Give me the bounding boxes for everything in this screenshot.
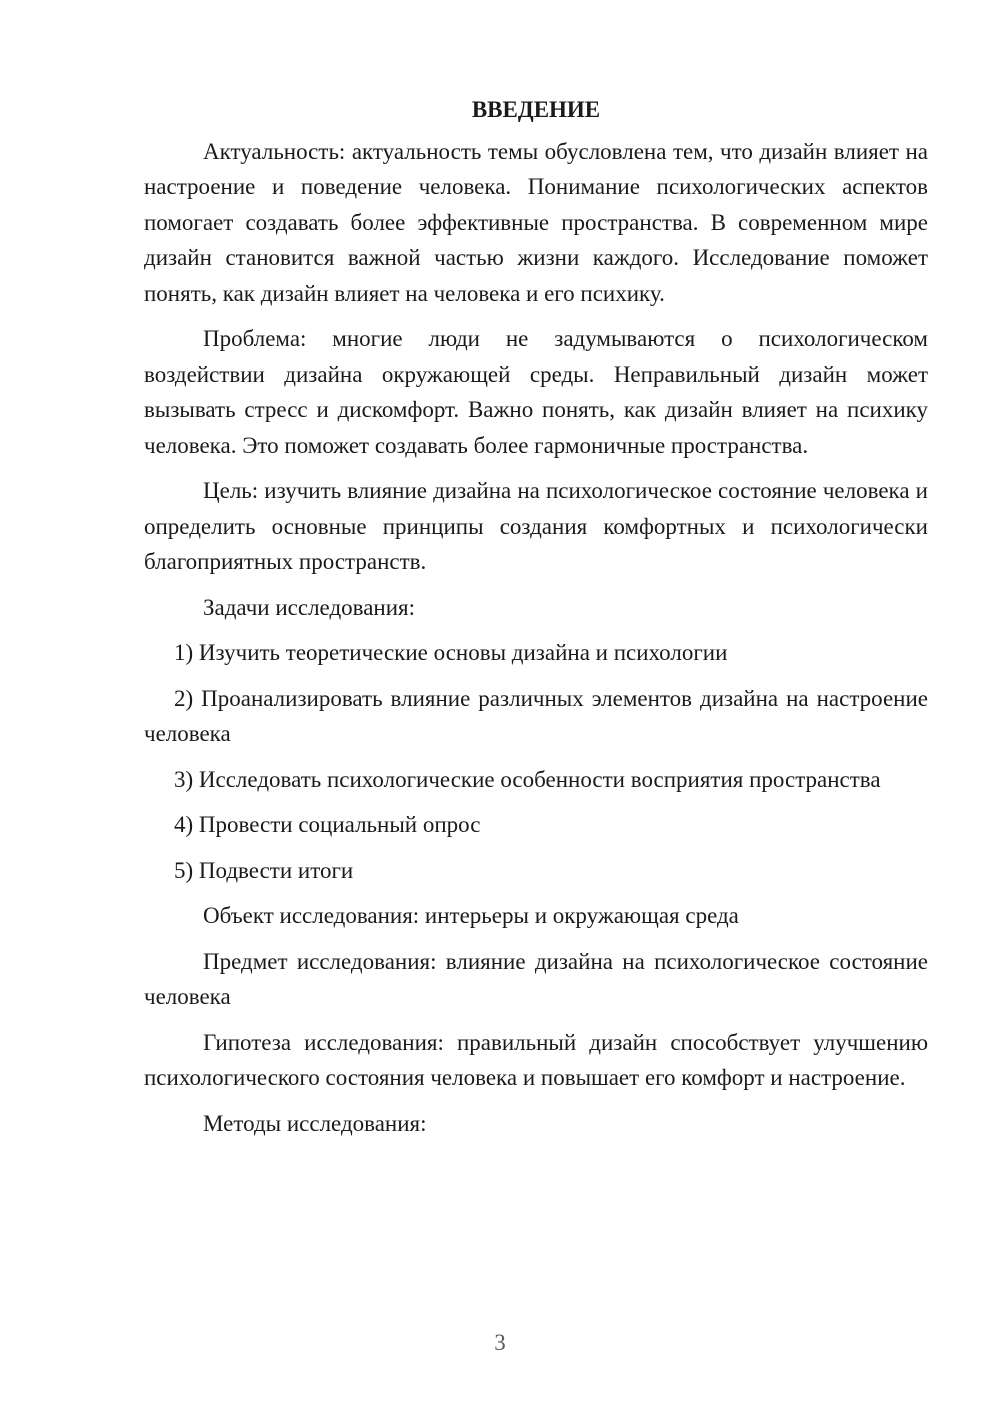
- page-number: 3: [494, 1330, 506, 1355]
- page-title: ВВЕДЕНИЕ: [471, 97, 601, 122]
- task-item: 5) Подвести итоги: [174, 857, 354, 883]
- task-item: 1) Изучить теоретические основы дизайна и психологии: [174, 640, 728, 665]
- goal-paragraph: Цель: изучить влияние дизайна на психологическое состояние человека и определить основные принципы создания комфортных и психологически благоприятных пространств.: [144, 478, 928, 574]
- task-item: 2) Проанализировать влияние различных элементов дизайна на настроение человека: [144, 685, 928, 746]
- hypothesis-paragraph: Гипотеза исследования: правильный дизайн способствует улучшению психологического состояния человека и повышает его комфорт и настроение.: [144, 1029, 928, 1090]
- problem-paragraph: Проблема: многие люди не задумываются о психологическом воздействии дизайна окружающей среды. Неправильный дизайн может вызывать стресс и дискомфорт. Важно понять, как дизайн влияет на психику человека. Это поможет создавать более гармоничные пространства.: [144, 326, 928, 458]
- page-content: [144, 92, 928, 1151]
- subject-paragraph: Предмет исследования: влияние дизайна на психологическое состояние человека: [144, 948, 928, 1009]
- task-item: 3) Исследовать психологические особенности восприятия пространства: [174, 766, 881, 792]
- methods-heading: Методы исследования:: [203, 1110, 427, 1136]
- object-paragraph: Объект исследования: интерьеры и окружающая среда: [203, 903, 739, 928]
- relevance-paragraph: Актуальность: актуальность темы обусловлена тем, что дизайн влияет на настроение и поведение человека. Понимание психологических аспектов помогает создавать более эффективные пространства. В современном мире дизайн становится важной частью жизни каждого. Исследование поможет понять, как дизайн влияет на человека и его психику.: [144, 138, 928, 306]
- tasks-heading: Задачи исследования:: [203, 594, 416, 620]
- task-item: 4) Провести социальный опрос: [174, 812, 481, 837]
